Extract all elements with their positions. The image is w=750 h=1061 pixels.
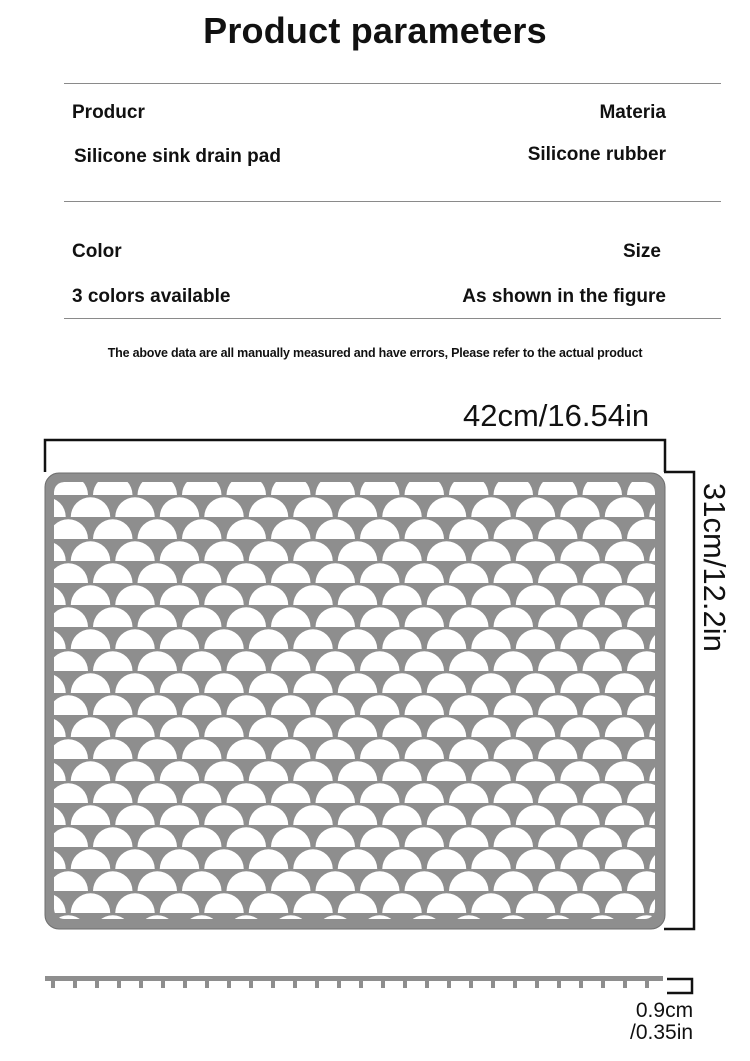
- height-dimension-label: 31cm/12.2in: [697, 483, 732, 652]
- color-value: 3 colors available: [72, 286, 231, 307]
- product-label: Producr: [72, 102, 145, 123]
- product-value: Silicone sink drain pad: [74, 146, 281, 167]
- material-value: Silicone rubber: [527, 144, 666, 165]
- width-dimension-label: 42cm/16.54in: [463, 398, 650, 433]
- drain-mat: [45, 473, 665, 929]
- height-bracket: [664, 472, 694, 929]
- thickness-dimension-label: 0.9cm /0.35in: [630, 999, 694, 1044]
- measurement-note: The above data are all manually measured and have errors, Please refer to the actual product: [107, 346, 643, 360]
- page-title: Product parameters: [203, 10, 547, 51]
- size-label: Size: [622, 241, 661, 262]
- color-label: Color: [72, 241, 122, 262]
- mat-side-profile: [45, 976, 663, 988]
- thickness-bracket: [667, 979, 692, 993]
- size-value: As shown in the figure: [462, 286, 666, 307]
- width-bracket: [45, 440, 665, 472]
- material-label: Materia: [599, 102, 666, 123]
